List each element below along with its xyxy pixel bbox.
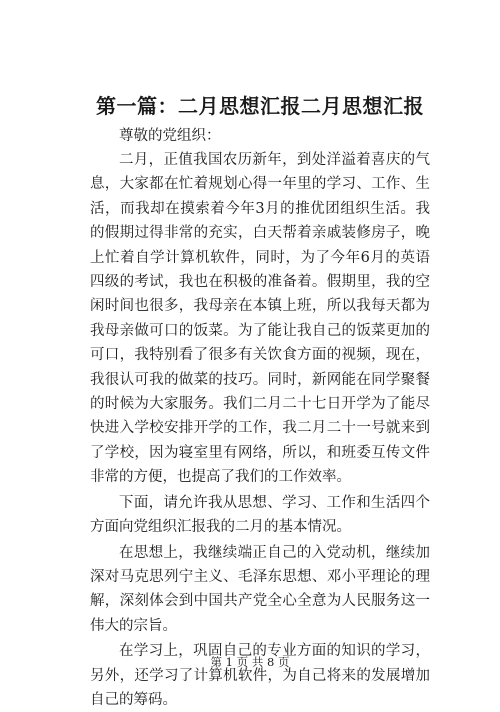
document-title: 第一篇：二月思想汇报二月思想汇报	[96, 94, 424, 118]
paragraph-2: 下面，请允许我从思想、学习、工作和生活四个方面向党组织汇报我的二月的基本情况。	[90, 494, 430, 536]
salutation: 尊敬的党组织：	[119, 128, 221, 144]
paragraph-3: 在思想上，我继续端正自己的入党动机，继续加深对马克思列宁主义、毛泽东思想、邓小平理论的理解，深刻体会到中国共产党全心全意为人民服务这一伟大的宗旨。	[90, 544, 430, 634]
paragraph-4: 在学习上，巩固自己的专业方面的知识的学习，另外，还学习了计算机软件，为自己将来的发展增加自己的筹码。	[90, 643, 430, 708]
page-footer: 第 1 页 共 8 页	[210, 655, 290, 669]
paragraph-1: 二月，正值我国农历新年，到处洋溢着喜庆的气息，大家都在忙着规划心得一年里的学习、工作、生活，而我却在摸索着今年3月的推优团组织生活。我的假期过得非常的充实，白天帮着亲戚装修房子，晚上忙着自学计算机软件，同时，为了今年6月的英语四级的考试，我也在积极的准备着。假期里，我的空闲时间也很多，我母亲在本镇上班，所以我每天都为我母亲做可口的饭菜。为了能让我自己的饭菜更加的可口，我特别看了很多有关饮食方面的视频，现在，我很认可我的做菜的技巧。同时，新网能在同学聚餐的时候为大家服务。我们二月二十七日开学为了能尽快进入学校安排开学的工作，我二月二十一号就来到了学校，因为寝室里有网络，所以，和班委互传文件非常的方便，也提高了我们的工作效率。	[90, 152, 430, 486]
